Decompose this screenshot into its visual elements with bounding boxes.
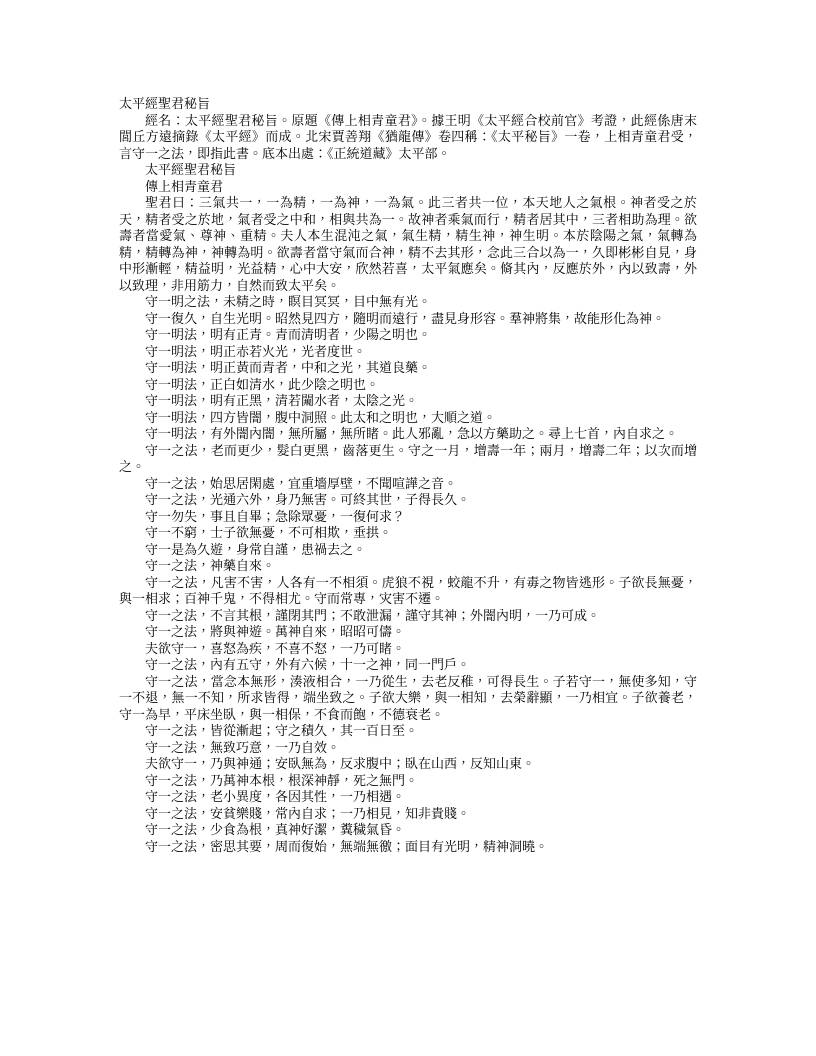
page-title: 太平經聖君秘旨 xyxy=(119,97,211,112)
paragraph-shouyi-fa-6: 守一之法，不言其根，謹閉其門；不敢泄漏，謹守其神；外闇內明，一乃可成。 xyxy=(145,608,601,624)
paragraph-shouyi-ming-2: 守一復久，自生光明。昭然見四方，隨明而遠行，盡見身形容。羣神將集，故能形化為神。 xyxy=(145,311,666,327)
paragraph-sanqi-gongyi: 聖君曰：三氣共一，一為精，一為神，一為氣。此三者共一位，本天地人之氣根。神者受之於天，精者受之於地，氣者受之中和，相與共為一。故神者乘氣而行，精者居其中，三者相助為理。欲壽者當愛氣、尊神、重精。夫人本生混沌之氣，氣生精，精生神，神生明。本於陰陽之氣，氣轉為精，精轉為神，神轉為明。欲壽者當守氣而合神，精不去其形，念此三合以為一，久即彬彬自見，身中形漸輕，精益明，光益精，心中大安，欣然若喜，太平氣應矣。脩其內，反應於外，內以致壽，外以致理，非用筋力，自然而致太平矣。 xyxy=(119,196,697,294)
paragraph-fuyu-shouyi-2: 夫欲守一，乃與神通；安臥無為，反求腹中；臥在山西，反知山東。 xyxy=(145,757,536,772)
paragraph-shouyi-fa-10: 守一之法，皆從漸起；守之積久，其一百日至。 xyxy=(145,724,419,739)
paragraph-bibliographic-note: 經名：太平經聖君秘旨。原題《傳上相青童君》。據王明《太平經合校前官》考證，此經係唐末閭丘方遠摘錄《太平經》而成。北宋賈善翔《猶龍傳》卷四稱：《太平秘旨》一卷，上相青童君受，言守一之法，即指此書。底本出處：《正統道藏》太平部。 xyxy=(119,113,697,162)
paragraph-shouyi-ming-6: 守一明法，正白如清水，此少陰之明也。 xyxy=(145,377,380,393)
paragraph-shouyi-ming-7: 守一明法，明有正黑，清若闚水者，太陰之光。 xyxy=(145,394,419,409)
paragraph-shouyi-fa-14: 守一之法，安貧樂賤，常內自求；一乃相見，知非貴賤。 xyxy=(145,806,471,822)
paragraph-shouyi-jiuyou: 守一是為久遊，身常自謹，患禍去之。 xyxy=(145,542,367,558)
paragraph-shouyi-fa-11: 守一之法，無致巧意，一乃自效。 xyxy=(145,740,341,756)
paragraph-shouyi-fa-12: 守一之法，乃萬神本根，根深神靜，死之無門。 xyxy=(145,773,419,789)
paragraph-shouyi-wushi: 守一勿失，事且自畢；急除眾憂，一復何求？ xyxy=(145,509,406,525)
paragraph-shouyi-fa-7: 守一之法，將與神遊。萬神自來，昭昭可儔。 xyxy=(145,625,406,640)
paragraph-shouyi-ming-9: 守一明法，有外闇內闇，無所屬，無所睹。此人邪亂，急以方藥助之。尋上七首，內自求之。 xyxy=(145,427,679,442)
paragraph-shouyi-fa-4: 守一之法，神藥自來。 xyxy=(145,559,276,574)
paragraph-shouyi-fa-9: 守一之法，當念本無形，湊液相合，一乃從生，去老反稚，可得長生。子若守一，無使多知，守一不退，無一不知，所求皆得，端坐致之。子欲大樂，與一相知，去榮辭顯，一乃相宜。子欲養老，守一為早，平床坐臥，與一相保，不食而飽，不德衰老。 xyxy=(119,674,697,723)
paragraph-shouyi-ming-4: 守一明法，明正赤若火光，光者度世。 xyxy=(145,344,367,360)
paragraph-fuyu-shouyi-1: 夫欲守一，喜怒為疾，不喜不怒，一乃可睹。 xyxy=(145,641,406,657)
paragraph-shouyi-ming-1: 守一明之法，未精之時，瞑目冥冥，目中無有光。 xyxy=(145,295,432,310)
paragraph-shouyi-fa-1: 守一之法，老而更少，髮白更黑，齒落更生。守之一月，增壽一年；兩月，增壽二年；以次而增之。 xyxy=(119,443,697,475)
paragraph-shouyi-fa-16: 守一之法，密思其要，周而復始，無端無徼；面目有光明，精神洞曉。 xyxy=(145,839,549,855)
paragraph-inner-title: 太平經聖君秘旨 xyxy=(145,163,237,178)
paragraph-shouyi-fa-15: 守一之法，少食為根，真神好潔，糞穢氣昏。 xyxy=(145,823,406,838)
document-text-block xyxy=(119,97,697,856)
paragraph-shouyi-ming-8: 守一明法，四方皆闇，腹中洞照。此太和之明也，大順之道。 xyxy=(145,410,497,426)
paragraph-shouyi-fa-3: 守一之法，光通六外，身乃無害。可終其世，子得長久。 xyxy=(145,493,471,508)
paragraph-shouyi-ming-3: 守一明法，明有正青。青而清明者，少陽之明也。 xyxy=(145,328,432,343)
paragraph-shouyi-ming-5: 守一明法，明正黃而青者，中和之光，其道良藥。 xyxy=(145,361,432,376)
paragraph-shouyi-fa-2: 守一之法，始思居閑處，宜重墻厚壁，不聞喧譁之音。 xyxy=(145,476,458,492)
paragraph-attribution: 傳上相青童君 xyxy=(145,179,224,195)
paragraph-shouyi-fa-13: 守一之法，老小異度，各因其性，一乃相遇。 xyxy=(145,790,406,805)
paragraph-shouyi-fa-8: 守一之法，內有五守，外有六候，十一之神，同一門戶。 xyxy=(145,658,471,673)
paragraph-shouyi-fa-5: 守一之法，凡害不害，人各有一不相須。虎狼不視，蛟龍不升，有毒之物皆逃形。子欲長無憂，與一相求；百神千鬼，不得相尤。守而常專，灾害不遷。 xyxy=(119,575,697,607)
paragraph-shouyi-buqiong: 守一不窮，士子欲無憂，不可相欺，垂拱。 xyxy=(145,526,393,541)
